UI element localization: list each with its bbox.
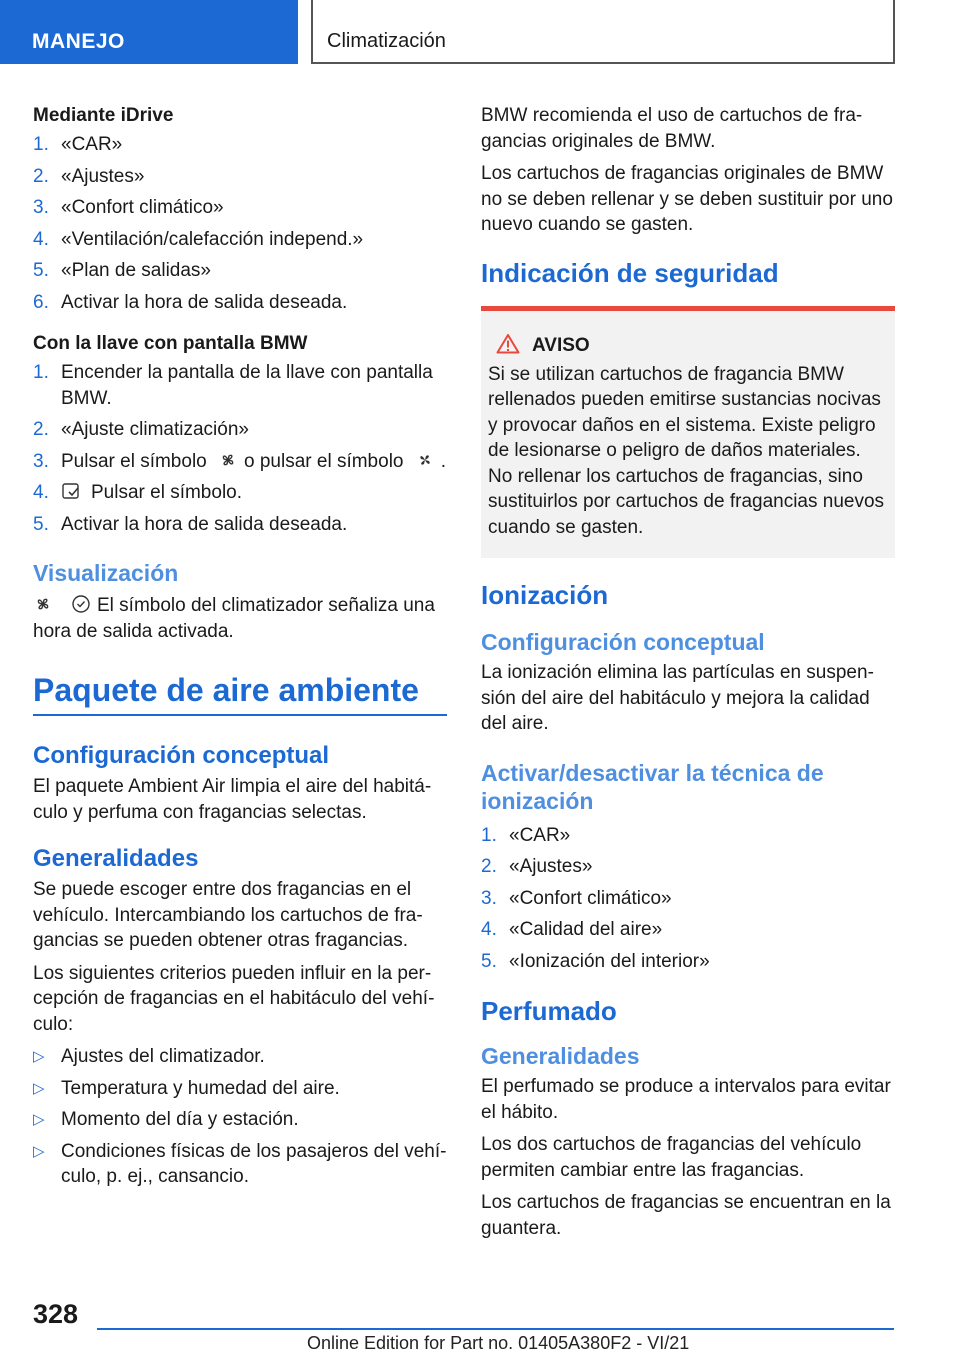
list-item: 5. «Plan de salidas»: [33, 260, 211, 281]
page-number: 328: [33, 1299, 79, 1329]
list-item: 3. Pulsar el símbolo o pulsar el símbolo .: [33, 450, 447, 472]
ion-concept-text: La ionización elimina las partículas en suspensión del aire del habitáculo y mejora la calidad del aire.: [481, 662, 874, 734]
perfume-text-3: Los cartuchos de fragancias se encuentran en la guantera.: [481, 1192, 891, 1239]
fan-icon: [33, 594, 53, 614]
list-item: 3. «Confort climático»: [33, 197, 224, 218]
list-item: 2. «Ajustes»: [481, 856, 593, 877]
recommend-text: BMW recomienda el uso de cartuchos de fragancias originales de BMW.: [481, 105, 863, 152]
list-item: 5. Activar la hora de salida deseada.: [33, 513, 348, 535]
perfume-general-heading: Generalidades: [481, 1043, 640, 1069]
chapter-tab: [311, 0, 895, 64]
right-column: [481, 103, 895, 1248]
concept-heading: Configuración conceptual: [33, 742, 330, 769]
list-item: ▷ Ajustes del climatizador.: [33, 1046, 265, 1067]
general-text-2: Los siguientes criterios pueden influir en la percepción de fragancias en el habitáculo del vehículo:: [33, 962, 435, 1035]
list-item: 4. Pulsar el símbolo.: [33, 482, 243, 503]
ion-steps: [481, 823, 895, 975]
general-heading: Generalidades: [33, 845, 199, 872]
list-item: 6. Activar la hora de salida deseada.: [33, 291, 348, 313]
fan-filled-icon: [415, 450, 435, 470]
list-item: 5. «Ionización del interior»: [481, 950, 710, 972]
edition-footer: Online Edition for Part no. 01405A380F2 - VI/21: [307, 1333, 690, 1353]
list-item: 1. «CAR»: [33, 134, 123, 155]
safety-heading: Indicación de seguridad: [481, 257, 779, 288]
list-item: 2. «Ajuste climatización»: [33, 419, 249, 440]
list-item: 1. «CAR»: [481, 824, 571, 846]
perfume-text-1: El perfumado se produce a intervalos para evitar el hábito.: [481, 1076, 891, 1123]
list-item: 4. «Ventilación/calefacción independ.»: [33, 228, 364, 250]
ion-concept-heading: Configuración conceptual: [481, 629, 765, 655]
section-tab: [0, 0, 298, 64]
list-item: 1. Encender la pantalla de la llave con pantalla BMW.: [33, 362, 433, 409]
refill-text: Los cartuchos de fragancias originales de BMW no se deben rellenar y se deben sustituir por uno nuevo cuando se gasten.: [481, 163, 893, 235]
perfume-heading: Perfumado: [481, 996, 617, 1026]
idrive-heading: Mediante iDrive: [33, 105, 174, 126]
general-text-1: Se puede escoger entre dos fragancias en el vehículo. Intercambiando los cartuchos de fragancias se pueden obtener otras fragancias.: [33, 879, 423, 951]
list-item: ▷ Condiciones físicas de los pasajeros del vehículo, p. ej., cansancio.: [33, 1140, 447, 1187]
warning-triangle-icon: [496, 333, 520, 354]
list-item: ▷ Temperatura y humedad del aire.: [33, 1077, 340, 1099]
list-item: 4. «Calidad del aire»: [481, 919, 663, 940]
warning-text: Si se utilizan cartuchos de fragancia BMW rellenados pueden emitirse sustancias nocivas y provocar daños en el sistema. Existe peligro de lesionarse o peligro de daños materiales. No rellenar los cartuchos de fragancias, sino sustituirlos por cartuchos de fragancias nuevos cuando se gasten.: [488, 363, 885, 538]
section-label: MANEJO: [32, 30, 125, 53]
warning-box: [481, 306, 895, 559]
perfume-text-2: Los dos cartuchos de fragancias del vehículo permiten cambiar entre las fragancias.: [481, 1134, 862, 1181]
visualization-text: El símbolo del climatizador señaliza una hora de salida activada.: [33, 595, 435, 642]
left-column: [33, 103, 447, 1196]
fan-icon: [218, 450, 238, 470]
chapter-label: Climatización: [327, 30, 446, 52]
check-circle-icon: [71, 594, 91, 614]
visualization-heading: Visualización: [33, 560, 179, 586]
concept-text: El paquete Ambient Air limpia el aire del habitáculo y perfuma con fragancias selectas.: [33, 776, 432, 823]
footer-divider: [97, 1328, 894, 1330]
list-item: 3. «Confort climático»: [481, 887, 672, 909]
list-item: 2. «Ajustes»: [33, 165, 145, 187]
idrive-steps: [33, 132, 447, 315]
ionization-heading: Ionización: [481, 580, 609, 610]
list-item: ▷ Momento del día y estación.: [33, 1109, 299, 1130]
schedule-icon: [61, 481, 81, 501]
criteria-list: [33, 1044, 447, 1190]
warning-title: AVISO: [488, 333, 887, 358]
key-heading: Con la llave con pantalla BMW: [33, 333, 308, 354]
package-heading: Paquete de aire ambiente: [33, 670, 447, 716]
key-steps: [33, 360, 447, 537]
ion-toggle-heading: Activar/desactivar la técnica de ionización: [481, 759, 824, 814]
